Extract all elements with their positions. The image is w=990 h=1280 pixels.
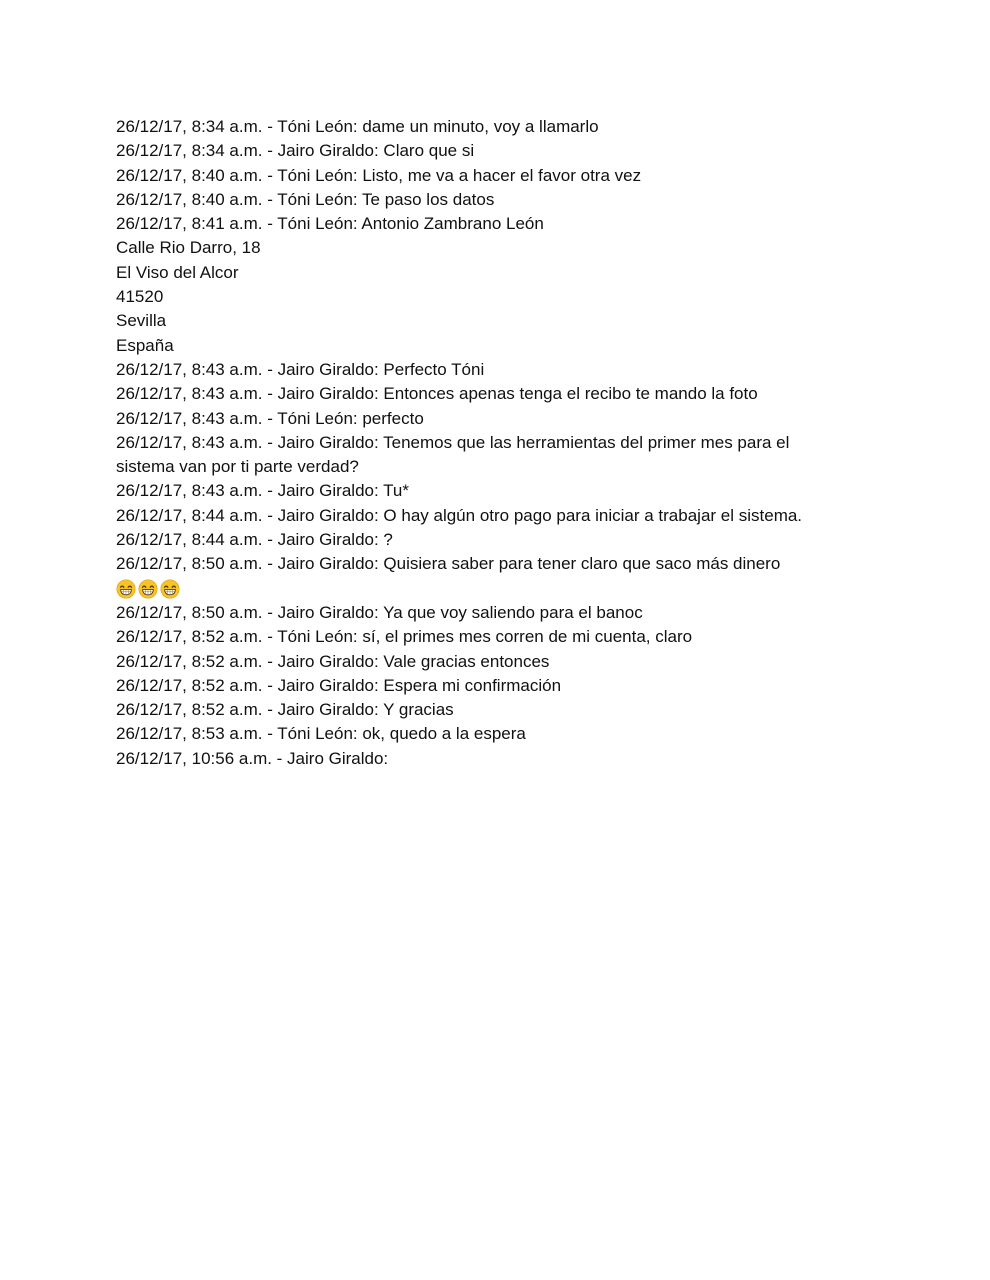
chat-line: 26/12/17, 8:40 a.m. - Tóni León: Te paso los datos [116, 189, 495, 209]
grinning-face-with-smiling-eyes-icon [116, 579, 136, 599]
address-line: El Viso del Alcor [116, 262, 239, 282]
chat-line: 26/12/17, 8:44 a.m. - Jairo Giraldo: O hay algún otro pago para iniciar a trabajar el sistema. [116, 505, 803, 525]
address-line: Calle Rio Darro, 18 [116, 238, 261, 258]
chat-line-continuation: sistema van por ti parte verdad? [116, 457, 359, 477]
chat-line: 26/12/17, 8:52 a.m. - Tóni León: sí, el primes mes corren de mi cuenta, claro [116, 627, 693, 647]
chat-line: 26/12/17, 8:52 a.m. - Jairo Giraldo: Espera mi confirmación [116, 675, 562, 695]
address-line: 41520 [116, 287, 164, 307]
chat-line: 26/12/17, 8:43 a.m. - Jairo Giraldo: Tu* [116, 481, 409, 501]
chat-line: 26/12/17, 8:50 a.m. - Jairo Giraldo: Quisiera saber para tener claro que saco más dinero [116, 554, 781, 574]
chat-line: 26/12/17, 8:40 a.m. - Tóni León: Listo, me va a hacer el favor otra vez [116, 165, 642, 185]
chat-line: 26/12/17, 8:43 a.m. - Jairo Giraldo: Entonces apenas tenga el recibo te mando la foto [116, 384, 758, 404]
grinning-face-with-smiling-eyes-icon [138, 579, 158, 599]
chat-transcript [116, 115, 856, 771]
grinning-face-with-smiling-eyes-icon [160, 579, 180, 599]
chat-line: 26/12/17, 8:53 a.m. - Tóni León: ok, quedo a la espera [116, 724, 526, 744]
chat-line: 26/12/17, 8:34 a.m. - Tóni León: dame un minuto, voy a llamarlo [116, 117, 599, 136]
address-line: España [116, 335, 174, 355]
chat-line: 26/12/17, 8:52 a.m. - Jairo Giraldo: Vale gracias entonces [116, 651, 550, 671]
address-line: Sevilla [116, 311, 167, 331]
chat-line: 26/12/17, 8:50 a.m. - Jairo Giraldo: Ya que voy saliendo para el banoc [116, 602, 643, 622]
chat-line: 26/12/17, 8:52 a.m. - Jairo Giraldo: Y gracias [116, 700, 454, 720]
chat-line: 26/12/17, 10:56 a.m. - Jairo Giraldo: [116, 748, 389, 768]
chat-line: 26/12/17, 8:41 a.m. - Tóni León: Antonio Zambrano León [116, 214, 544, 234]
chat-line: 26/12/17, 8:44 a.m. - Jairo Giraldo: ? [116, 530, 393, 550]
chat-line: 26/12/17, 8:43 a.m. - Jairo Giraldo: Tenemos que las herramientas del primer mes para el [116, 432, 790, 452]
chat-line: 26/12/17, 8:34 a.m. - Jairo Giraldo: Claro que si [116, 141, 475, 161]
chat-line: 26/12/17, 8:43 a.m. - Jairo Giraldo: Perfecto Tóni [116, 359, 485, 379]
emoji-row [116, 577, 856, 601]
chat-line: 26/12/17, 8:43 a.m. - Tóni León: perfecto [116, 408, 424, 428]
